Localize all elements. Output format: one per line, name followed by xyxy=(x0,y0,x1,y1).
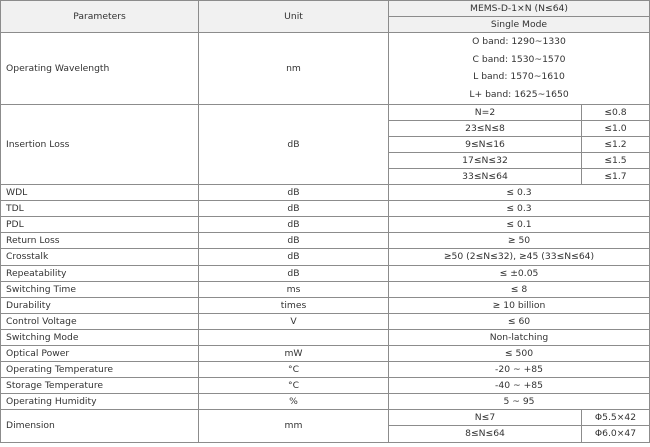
spec-name: Crosstalk xyxy=(1,249,199,265)
spec-name: Storage Temperature xyxy=(1,378,199,394)
wavelength-name: Operating Wavelength xyxy=(1,33,199,104)
spec-row xyxy=(1,233,650,249)
spec-unit: dB xyxy=(199,201,389,217)
dimension-range: 8≤N≤64 xyxy=(389,426,582,442)
insertion-loss-range: 33≤N≤64 xyxy=(389,168,582,184)
spec-unit: °C xyxy=(199,362,389,378)
spec-name: Durability xyxy=(1,297,199,313)
spec-value: ≥ 50 xyxy=(389,233,650,249)
insertion-loss-range: N=2 xyxy=(389,104,582,120)
spec-name: Repeatability xyxy=(1,265,199,281)
insertion-loss-range: 9≤N≤16 xyxy=(389,136,582,152)
spec-value: -20 ~ +85 xyxy=(389,362,650,378)
spec-value: ≤ 0.1 xyxy=(389,217,650,233)
spec-unit: V xyxy=(199,313,389,329)
spec-row xyxy=(1,313,650,329)
spec-value: ≥50 (2≤N≤32), ≥45 (33≤N≤64) xyxy=(389,249,650,265)
wavelength-band: L+ band: 1625~1650 xyxy=(469,88,569,100)
insertion-loss-value: ≤1.7 xyxy=(582,168,650,184)
header-parameters: Parameters xyxy=(1,1,199,33)
spec-value: ≤ 60 xyxy=(389,313,650,329)
spec-row xyxy=(1,378,650,394)
insertion-loss-range: 23≤N≤8 xyxy=(389,120,582,136)
spec-unit xyxy=(199,329,389,345)
insertion-loss-name: Insertion Loss xyxy=(1,104,199,184)
spec-name: Switching Time xyxy=(1,281,199,297)
spec-row xyxy=(1,394,650,410)
spec-row xyxy=(1,217,650,233)
spec-name: WDL xyxy=(1,185,199,201)
spec-row xyxy=(1,297,650,313)
spec-row xyxy=(1,185,650,201)
header-unit: Unit xyxy=(199,1,389,33)
spec-name: Optical Power xyxy=(1,345,199,361)
spec-name: Control Voltage xyxy=(1,313,199,329)
spec-unit: dB xyxy=(199,249,389,265)
spec-unit: dB xyxy=(199,265,389,281)
insertion-loss-unit: dB xyxy=(199,104,389,184)
wavelength-band: C band: 1530~1570 xyxy=(472,53,566,65)
spec-name: Operating Temperature xyxy=(1,362,199,378)
spec-unit: dB xyxy=(199,185,389,201)
spec-unit: % xyxy=(199,394,389,410)
dimension-name: Dimension xyxy=(1,410,199,442)
spec-row xyxy=(1,362,650,378)
dimension-value: Φ6.0×47 xyxy=(582,426,650,442)
spec-name: PDL xyxy=(1,217,199,233)
spec-value: 5 ~ 95 xyxy=(389,394,650,410)
wavelength-unit: nm xyxy=(199,33,389,104)
spec-value: ≤ 0.3 xyxy=(389,185,650,201)
insertion-loss-value: ≤0.8 xyxy=(582,104,650,120)
spec-value: ≥ 10 billion xyxy=(389,297,650,313)
spec-unit: dB xyxy=(199,233,389,249)
insertion-loss-value: ≤1.5 xyxy=(582,152,650,168)
dimension-unit: mm xyxy=(199,410,389,442)
spec-row xyxy=(1,249,650,265)
dimension-range: N≤7 xyxy=(389,410,582,426)
insertion-loss-value: ≤1.0 xyxy=(582,120,650,136)
spec-name: Switching Mode xyxy=(1,329,199,345)
wavelength-band: L band: 1570~1610 xyxy=(473,71,565,83)
header-model: MEMS-D-1×N (N≤64) xyxy=(389,1,650,17)
header-mode: Single Mode xyxy=(389,17,650,33)
spec-name: TDL xyxy=(1,201,199,217)
wavelength-band: O band: 1290~1330 xyxy=(472,36,566,48)
wavelength-bands xyxy=(389,33,650,104)
spec-row xyxy=(1,345,650,361)
spec-row xyxy=(1,281,650,297)
spec-value: -40 ~ +85 xyxy=(389,378,650,394)
dimension-value: Φ5.5×42 xyxy=(582,410,650,426)
spec-row xyxy=(1,329,650,345)
spec-unit: times xyxy=(199,297,389,313)
spec-value: Non-latching xyxy=(389,329,650,345)
spec-name: Return Loss xyxy=(1,233,199,249)
spec-value: ≤ 8 xyxy=(389,281,650,297)
spec-value: ≤ 0.3 xyxy=(389,201,650,217)
spec-row xyxy=(1,201,650,217)
spec-value: ≤ ±0.05 xyxy=(389,265,650,281)
spec-row xyxy=(1,265,650,281)
insertion-loss-value: ≤1.2 xyxy=(582,136,650,152)
spec-unit: dB xyxy=(199,217,389,233)
spec-unit: °C xyxy=(199,378,389,394)
insertion-loss-range: 17≤N≤32 xyxy=(389,152,582,168)
spec-unit: mW xyxy=(199,345,389,361)
spec-unit: ms xyxy=(199,281,389,297)
spec-name: Operating Humidity xyxy=(1,394,199,410)
spec-value: ≤ 500 xyxy=(389,345,650,361)
